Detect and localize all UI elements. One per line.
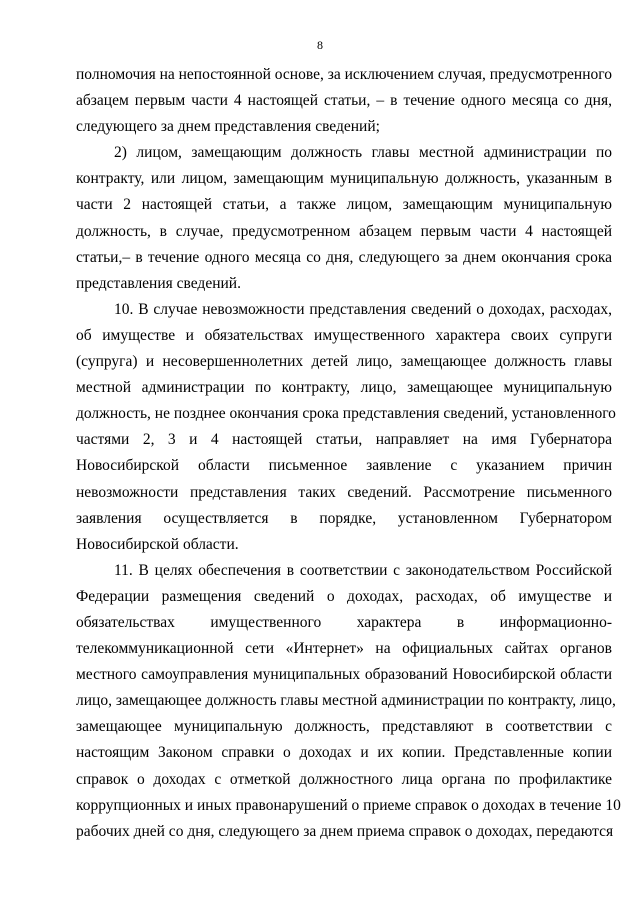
text-line: контракту, или лицом, замещающим муниципальную должность, указанным в [76, 170, 612, 188]
text-line: заявления осуществляется в порядке, установленном Губернатором [76, 509, 612, 527]
text-line: лицо, замещающее должность главы местной администрации по контракту, лицо, [76, 692, 616, 710]
text-line: обязательствах имущественного характера в информационно- [76, 613, 612, 631]
text-line: замещающее муниципальную должность, представляют в соответствии с [76, 718, 612, 736]
text-line: Новосибирской области. [76, 535, 239, 553]
text-line: частями 2, 3 и 4 настоящей статьи, направляет на имя Губернатора [76, 431, 612, 449]
text-line: местной администрации по контракту, лицо, замещающее муниципальную [76, 379, 612, 397]
text-line: (супруга) и несовершеннолетних детей лицо, замещающее должность главы [76, 353, 612, 371]
text-line: телекоммуникационной сети «Интернет» на официальных сайтах органов [76, 640, 612, 658]
text-line: полномочия на непостоянной основе, за исключением случая, предусмотренного [76, 66, 612, 83]
text-line: 10. В случае невозможности представления сведений о доходах, расходах, [114, 300, 612, 318]
text-line: об имуществе и обязательствах имущественного характера своих супруги [76, 326, 612, 344]
text-line: представления сведений. [76, 274, 241, 292]
text-line: местного самоуправления муниципальных образований Новосибирской области [76, 666, 612, 684]
text-line: коррупционных и иных правонарушений о приеме справок о доходах в течение 10 [76, 796, 621, 814]
page-number: 8 [317, 38, 323, 52]
text-line: Федерации размещения сведений о доходах, расходах, об имуществе и [76, 587, 612, 605]
text-line: следующего за днем представления сведений; [76, 118, 380, 136]
text-line: невозможности представления таких сведений. Рассмотрение письменного [76, 483, 612, 501]
text-line: рабочих дней со дня, следующего за днем приема справок о доходах, передаются [76, 822, 614, 840]
text-line: настоящим Законом справки о доходах и их копии. Представленные копии [76, 744, 612, 762]
text-line: 2) лицом, замещающим должность главы местной администрации по [114, 144, 612, 162]
text-line: справок о доходах с отметкой должностного лица органа по профилактике [76, 770, 612, 788]
text-line: абзацем первым части 4 настоящей статьи, – в течение одного месяца со дня, [76, 92, 612, 110]
text-line: должность, в случае, предусмотренном абзацем первым части 4 настоящей [76, 222, 612, 240]
text-line: должность, не позднее окончания срока представления сведений, установленного [76, 405, 616, 423]
document-body-text [76, 62, 621, 845]
text-line: части 2 настоящей статьи, а также лицом, замещающим муниципальную [76, 196, 612, 214]
text-line: 11. В целях обеспечения в соответствии с законодательством Российской [114, 561, 612, 579]
text-line: Новосибирской области письменное заявление с указанием причин [76, 457, 612, 475]
text-line: статьи,– в течение одного месяца со дня, следующего за днем окончания срока [76, 248, 612, 266]
